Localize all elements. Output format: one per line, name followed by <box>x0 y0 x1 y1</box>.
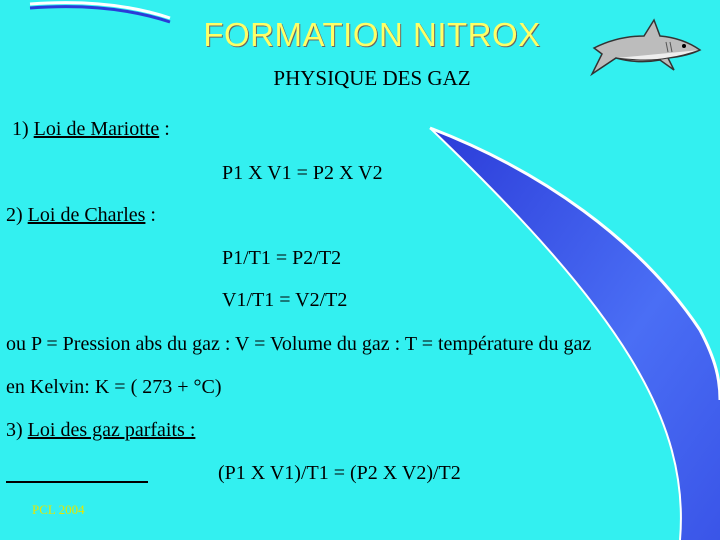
law1-suffix: : <box>159 118 170 140</box>
law3-heading <box>6 419 195 442</box>
law1-number: 1) <box>12 118 29 140</box>
slide-title: FORMATION NITROX <box>203 16 541 53</box>
variables-legend: ou P = Pression abs du gaz : V = Volume du gaz : T = température du gaz <box>6 333 592 355</box>
kelvin-note: en Kelvin: K = ( 273 + °C) <box>6 376 222 398</box>
footer-text: PCL 2004 <box>32 502 85 517</box>
blank-line <box>6 481 148 483</box>
law3-name: Loi des gaz parfaits : <box>27 419 196 441</box>
law1-heading <box>12 118 170 141</box>
law2-formula-2: V1/T1 = V2/T2 <box>222 289 348 311</box>
law1-formula: P1 X V1 = P2 X V2 <box>222 162 383 184</box>
law2-name: Loi de Charles <box>27 204 146 226</box>
law3-number: 3) <box>6 419 23 441</box>
law2-suffix: : <box>145 204 156 226</box>
slide-subtitle: PHYSIQUE DES GAZ <box>273 66 471 90</box>
law3-formula: (P1 X V1)/T1 = (P2 X V2)/T2 <box>218 462 461 484</box>
law2-formula-1: P1/T1 = P2/T2 <box>222 247 342 269</box>
law2-heading <box>6 204 156 227</box>
law2-number: 2) <box>6 204 23 226</box>
law1-name: Loi de Mariotte <box>33 118 160 140</box>
